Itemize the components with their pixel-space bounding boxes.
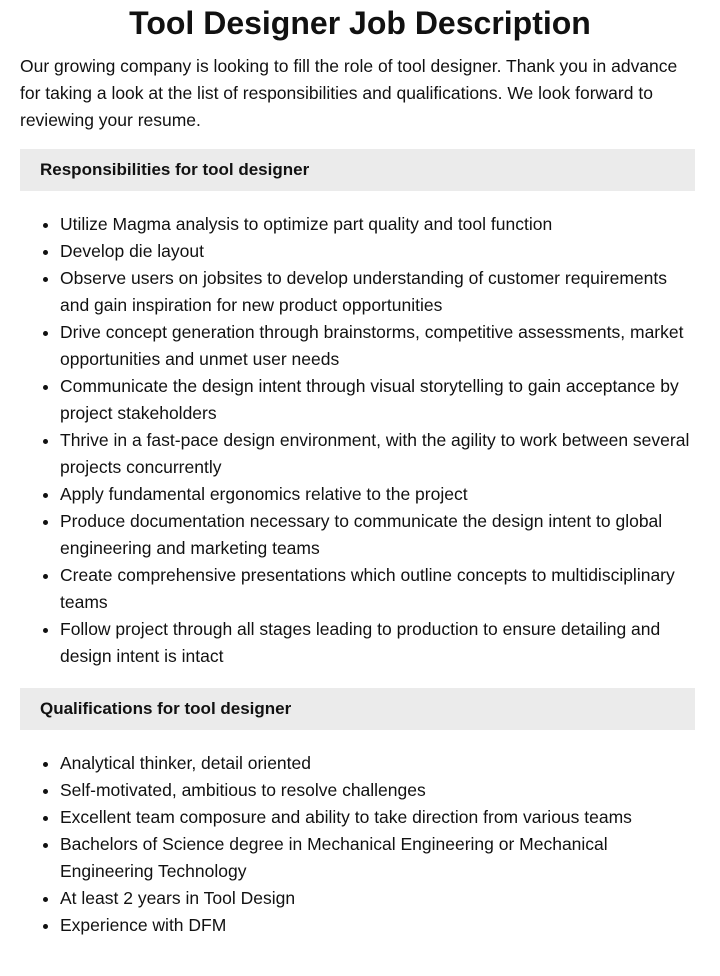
list-item: • Drive concept generation through brainstorms, competitive assessments, market opportunities and unmet user needs	[60, 319, 700, 373]
page-title: Tool Designer Job Description	[129, 5, 591, 41]
list-item: • Excellent team composure and ability to take direction from various teams	[60, 804, 700, 831]
list-item: • Self-motivated, ambitious to resolve challenges	[60, 777, 700, 804]
responsibilities-heading: Responsibilities for tool designer	[20, 149, 695, 191]
list-item: • Produce documentation necessary to communicate the design intent to global engineering and marketing teams	[60, 508, 700, 562]
list-item: • Develop die layout	[60, 238, 700, 265]
list-item: • Create comprehensive presentations which outline concepts to multidisciplinary teams	[60, 562, 700, 616]
qualifications-list	[20, 750, 700, 939]
list-item: • Follow project through all stages leading to production to ensure detailing and design intent is intact	[60, 616, 700, 670]
list-item: • Bachelors of Science degree in Mechanical Engineering or Mechanical Engineering Technology	[60, 831, 700, 885]
list-item: • Utilize Magma analysis to optimize part quality and tool function	[60, 211, 700, 238]
list-item: • Observe users on jobsites to develop understanding of customer requirements and gain inspiration for new product opportunities	[60, 265, 700, 319]
list-item: • Apply fundamental ergonomics relative to the project	[60, 481, 700, 508]
qualifications-heading: Qualifications for tool designer	[20, 688, 695, 730]
list-item: • Communicate the design intent through visual storytelling to gain acceptance by project stakeholders	[60, 373, 700, 427]
list-item: • Experience with DFM	[60, 912, 700, 939]
responsibilities-list	[20, 211, 700, 670]
list-item: • At least 2 years in Tool Design	[60, 885, 700, 912]
intro-text: Our growing company is looking to fill the role of tool designer. Thank you in advance for taking a look at the list of responsibilities and qualifications. We look forward to reviewing your resume.	[20, 56, 678, 130]
list-item: • Thrive in a fast-pace design environment, with the agility to work between several projects concurrently	[60, 427, 700, 481]
list-item: • Analytical thinker, detail oriented	[60, 750, 700, 777]
